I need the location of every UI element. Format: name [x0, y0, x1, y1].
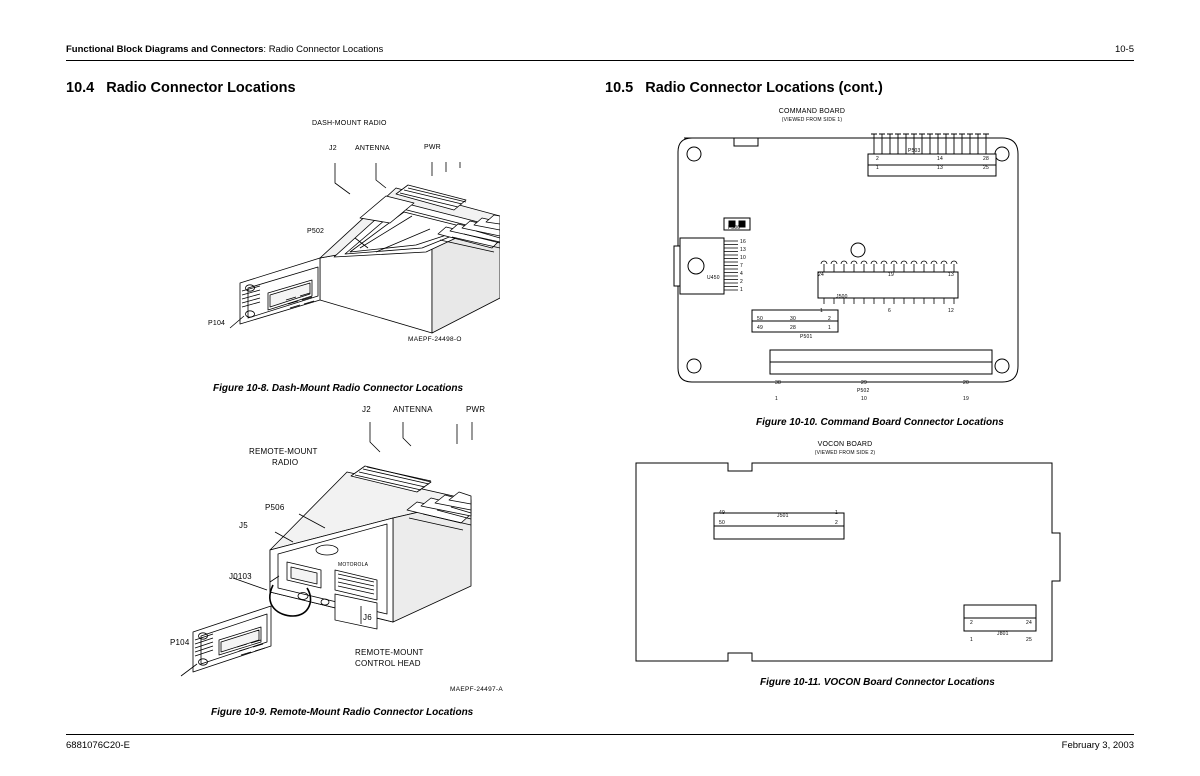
fig-10-9-label-j6: J6: [363, 613, 372, 622]
fig-10-9-artwork: [175, 410, 505, 685]
fig-10-8-label-p104: P104: [208, 320, 226, 327]
fig-10-10-p502-pin-38: 38: [775, 380, 781, 386]
section-title-10-4: Radio Connector Locations: [106, 80, 296, 96]
fig-10-8-label-p502: P502: [307, 228, 325, 235]
fig-10-8-label-pwr: PWR: [424, 144, 441, 151]
fig-10-10-p503-pin-25: 25: [983, 165, 989, 171]
fig-10-10-p501-pin-2: 2: [828, 316, 831, 322]
footer-date: February 3, 2003: [1061, 740, 1134, 751]
fig-10-10-u450-pin-7: 7: [740, 263, 743, 269]
fig-10-11-j801-pin-24: 24: [1026, 620, 1032, 626]
fig-10-8-artwork: [200, 128, 500, 343]
fig-10-10-p502-pin-29: 29: [861, 380, 867, 386]
fig-10-9-label-pwr: PWR: [466, 405, 486, 414]
fig-10-10-p503-pin-14: 14: [937, 156, 943, 162]
fig-10-9-label-p506: P506: [265, 503, 285, 512]
fig-10-10-p502-pin-19: 19: [963, 396, 969, 402]
fig-10-10-p501-pin-49: 49: [757, 325, 763, 331]
fig-10-10-j500-pin-19: 19: [888, 272, 894, 278]
section-number-10-4: 10.4: [66, 80, 95, 96]
fig-10-10-j500-pin-13: 13: [948, 272, 954, 278]
fig-10-9-label-j2: J2: [362, 405, 371, 414]
fig-10-11-j501-pin-1: 1: [835, 510, 838, 516]
fig-10-10-u450-pin-13: 13: [740, 247, 746, 253]
fig-10-8-caption: Figure 10-8. Dash-Mount Radio Connector Locations: [213, 383, 464, 394]
fig-10-10-p502-pin-1: 1: [775, 396, 778, 402]
fig-10-9-art-code: MAEPF-24497-A: [450, 686, 504, 693]
fig-10-10-p501-pin-1: 1: [828, 325, 831, 331]
header-section-name: Functional Block Diagrams and Connectors: [66, 44, 264, 55]
header-divider: [66, 60, 1134, 61]
section-heading-10-4: [66, 80, 296, 96]
header-breadcrumb: [66, 44, 383, 56]
fig-10-11-j501-pin-49: 49: [719, 510, 725, 516]
fig-10-10-j500-pin-12: 12: [948, 308, 954, 314]
footer-divider: [66, 734, 1134, 735]
fig-10-9-title-line2: RADIO: [272, 458, 299, 467]
fig-10-10-p502-pin-20: 20: [963, 380, 969, 386]
fig-10-10-u450-pin-10: 10: [740, 255, 746, 261]
header-subsection-name: : Radio Connector Locations: [263, 44, 384, 55]
fig-10-11-title-line1: VOCON BOARD: [817, 441, 873, 448]
fig-10-10-u450-pin-4: 4: [740, 271, 743, 277]
fig-10-9-label-j0103: J0103: [229, 572, 252, 581]
fig-10-11-j801-pin-1: 1: [970, 637, 973, 643]
fig-10-10-j500-name: J500: [836, 294, 848, 300]
fig-10-10-title-line2: (VIEWED FROM SIDE 1): [781, 117, 843, 123]
fig-10-11-j801-name: J801: [997, 631, 1009, 637]
fig-10-9-brand-label: MOTOROLA: [338, 562, 369, 568]
fig-10-10-u450-pin-2: 2: [740, 279, 743, 285]
fig-10-8-art-code: MAEPF-24498-O: [408, 336, 462, 343]
section-number-10-5: 10.5: [605, 80, 634, 96]
fig-10-11-artwork: [632, 455, 1064, 675]
fig-10-9-head-line1: REMOTE-MOUNT: [355, 648, 424, 657]
fig-10-11-j501-pin-2: 2: [835, 520, 838, 526]
fig-10-11-j801-pin-25: 25: [1026, 637, 1032, 643]
fig-10-9-label-j5: J5: [239, 521, 248, 530]
fig-10-10-p503-pin-2: 2: [876, 156, 879, 162]
fig-10-11-j501-name: J501: [777, 513, 789, 519]
fig-10-9-label-p104: P104: [170, 638, 190, 647]
fig-10-10-p503-pin-28: 28: [983, 156, 989, 162]
fig-10-10-p501-name: P501: [800, 334, 813, 340]
fig-10-10-caption: Figure 10-10. Command Board Connector Locations: [756, 417, 1004, 428]
fig-10-10-p501-pin-50: 50: [757, 316, 763, 322]
fig-10-10-j500-pin-24: 24: [818, 272, 824, 278]
fig-10-10-f500-name: F500: [728, 225, 741, 231]
fig-10-8-label-j2: J2: [329, 145, 337, 152]
fig-10-9-head-line2: CONTROL HEAD: [355, 659, 421, 668]
fig-10-11-j501-pin-50: 50: [719, 520, 725, 526]
fig-10-10-title-line1: COMMAND BOARD: [778, 108, 846, 115]
fig-10-10-p503-pin-13: 13: [937, 165, 943, 171]
fig-10-8-title: DASH-MOUNT RADIO: [312, 120, 387, 127]
fig-10-9-label-antenna: ANTENNA: [393, 405, 433, 414]
section-heading-10-5: [605, 80, 883, 96]
footer-doc-number: 6881076C20-E: [66, 740, 130, 751]
fig-10-11-j801-pin-2: 2: [970, 620, 973, 626]
fig-10-11-caption: Figure 10-11. VOCON Board Connector Locations: [760, 677, 995, 688]
fig-10-10-artwork: [672, 126, 1030, 391]
fig-10-10-p501-pin-28: 28: [790, 325, 796, 331]
fig-10-10-u450-pin-1: 1: [740, 287, 743, 293]
fig-10-11-title-line2: (VIEWED FROM SIDE 2): [814, 450, 876, 456]
fig-10-9-title-line1: REMOTE-MOUNT: [249, 447, 318, 456]
fig-10-10-u450-pin-16: 16: [740, 239, 746, 245]
fig-10-10-p503-name: P503: [908, 148, 921, 154]
header-page-number: 10-5: [1114, 44, 1134, 55]
fig-10-10-p503-pin-1: 1: [876, 165, 879, 171]
fig-10-10-p502-pin-10: 10: [861, 396, 867, 402]
fig-10-8-label-antenna: ANTENNA: [355, 145, 390, 152]
fig-10-10-j500-pin-6: 6: [888, 308, 891, 314]
fig-10-9-caption: Figure 10-9. Remote-Mount Radio Connector Locations: [211, 707, 474, 718]
fig-10-10-j500-pin-1: 1: [820, 308, 823, 314]
fig-10-10-p502-name: P502: [857, 388, 870, 394]
fig-10-10-u450-name: U450: [707, 275, 720, 281]
fig-10-10-p501-pin-30: 30: [790, 316, 796, 322]
section-title-10-5: Radio Connector Locations (cont.): [645, 80, 883, 96]
